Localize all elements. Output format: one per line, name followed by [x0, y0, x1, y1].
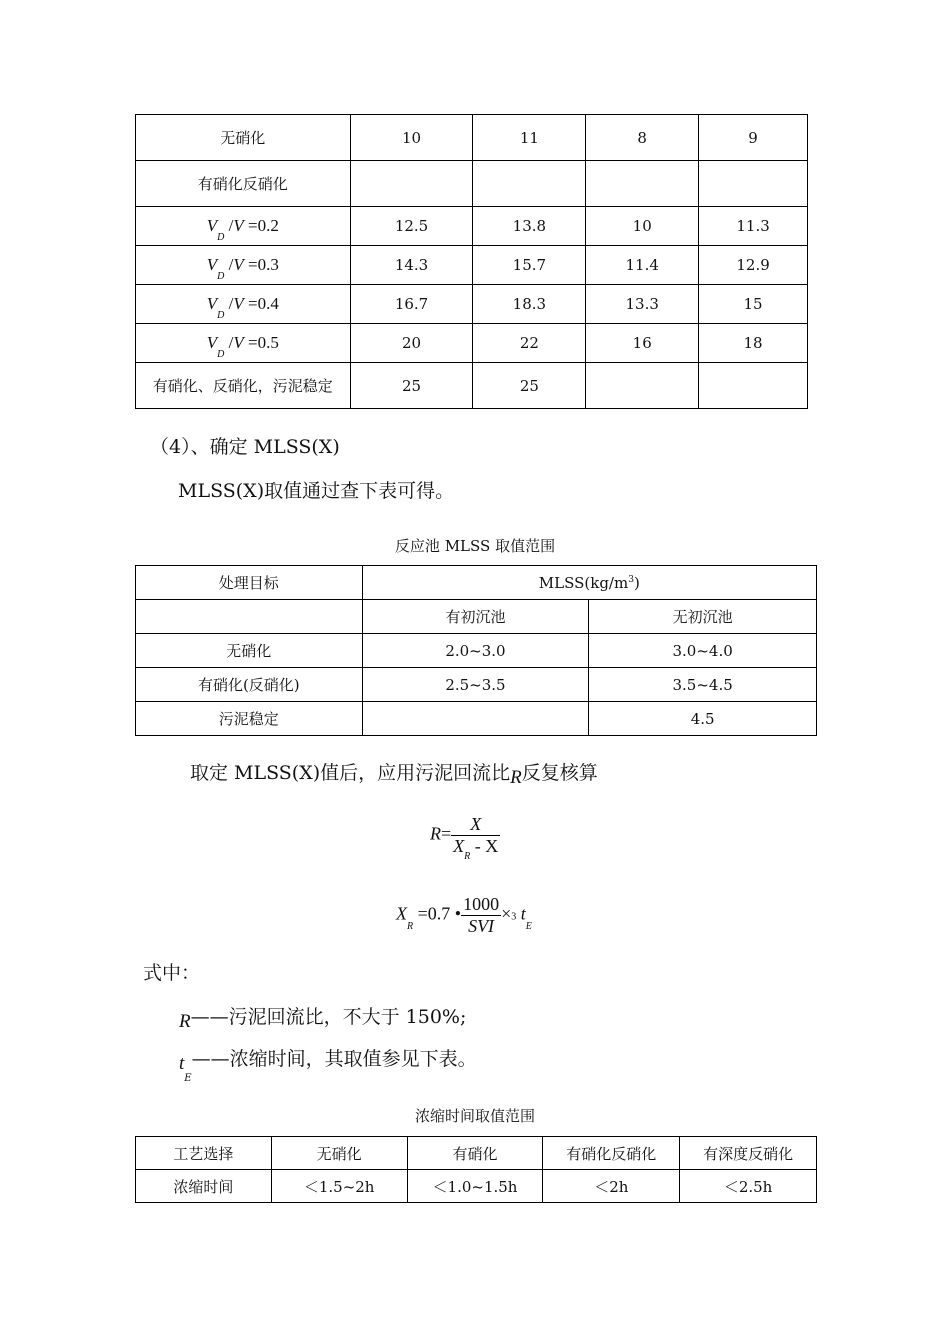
row-label: 污泥稳定 [136, 702, 363, 736]
definition-r: R——污泥回流比，不大于 150%; [179, 1006, 467, 1032]
cell: 16.7 [350, 285, 473, 324]
cell: 12.9 [699, 246, 808, 285]
sludge-age-table [135, 114, 808, 409]
cell: 11.4 [586, 246, 699, 285]
cell [350, 161, 473, 207]
row-label: 有硝化(反硝化) [136, 668, 363, 702]
header-cell: 有初沉池 [362, 600, 589, 634]
ratio-label: $V_D$ /V =0.5 [136, 324, 351, 363]
formula-recycle-ratio: R= $\frac{X}{X_R - X}$ [430, 814, 499, 862]
mlss-range-table [135, 565, 817, 736]
table-row [136, 246, 808, 285]
row-label: 浓缩时间 [136, 1170, 272, 1203]
cell: 18.3 [473, 285, 586, 324]
header-cell: 处理目标 [136, 566, 363, 600]
table-header-row [136, 566, 817, 600]
table3-caption: 浓缩时间取值范围 [414, 1107, 535, 1125]
check-paragraph: 取定 MLSS(X)值后，应用污泥回流比R反复核算 [190, 762, 598, 788]
ratio-label: $V_D$ /V =0.4 [136, 285, 351, 324]
table-row [136, 324, 808, 363]
ratio-label: $V_D$ /V =0.3 [136, 246, 351, 285]
table-row [136, 363, 808, 409]
cell: ＜2h [543, 1170, 680, 1203]
cell: 9 [699, 115, 808, 161]
cell: 15.7 [473, 246, 586, 285]
header-cell: 无硝化 [271, 1137, 407, 1170]
table-row [136, 634, 817, 668]
cell: 11.3 [699, 207, 808, 246]
cell: 12.5 [350, 207, 473, 246]
table-subheader-row [136, 600, 817, 634]
cell [586, 363, 699, 409]
row-label: 无硝化 [136, 634, 363, 668]
formula-return-concentration: $X_R =0.7$ • $\frac{1000}{\text{SVI}}$ ×3 $t_E$ [396, 894, 532, 936]
header-cell: 有深度反硝化 [680, 1137, 817, 1170]
cell [699, 363, 808, 409]
row-label: 有硝化、反硝化，污泥稳定 [136, 363, 351, 409]
cell: 2.5~3.5 [362, 668, 589, 702]
cell: 14.3 [350, 246, 473, 285]
cell: 18 [699, 324, 808, 363]
cell: 13.3 [586, 285, 699, 324]
table-row [136, 1170, 817, 1203]
cell: 15 [699, 285, 808, 324]
definition-te: $t_E——$浓缩时间，其取值参见下表。 [179, 1048, 477, 1084]
header-cell: $MLSS(kg/m^3)$ [362, 566, 816, 600]
header-cell: 有硝化反硝化 [543, 1137, 680, 1170]
row-label: 无硝化 [136, 115, 351, 161]
intro-paragraph: MLSS(X)取值通过查下表可得。 [178, 480, 455, 502]
section-heading: （4）、确定 MLSS(X) [150, 436, 340, 458]
cell: 3.5~4.5 [589, 668, 817, 702]
cell: 11 [473, 115, 586, 161]
table-row [136, 668, 817, 702]
table-row [136, 207, 808, 246]
cell: ＜1.5~2h [271, 1170, 407, 1203]
ratio-label: $V_D$ /V =0.2 [136, 207, 351, 246]
where-label: 式中： [143, 962, 201, 984]
table-header-row [136, 1137, 817, 1170]
cell: 10 [350, 115, 473, 161]
cell: 16 [586, 324, 699, 363]
cell: 25 [473, 363, 586, 409]
header-cell: 有硝化 [407, 1137, 543, 1170]
cell: 2.0~3.0 [362, 634, 589, 668]
header-cell: 工艺选择 [136, 1137, 272, 1170]
cell: 13.8 [473, 207, 586, 246]
cell: 22 [473, 324, 586, 363]
table2-caption: 反应池 MLSS 取值范围 [394, 537, 556, 555]
cell [362, 702, 589, 736]
cell [699, 161, 808, 207]
header-cell: 无初沉池 [589, 600, 817, 634]
header-cell [136, 600, 363, 634]
cell: 10 [586, 207, 699, 246]
cell [586, 161, 699, 207]
cell [473, 161, 586, 207]
cell: 25 [350, 363, 473, 409]
cell: ＜2.5h [680, 1170, 817, 1203]
table-row [136, 115, 808, 161]
cell: ＜1.0~1.5h [407, 1170, 543, 1203]
cell: 20 [350, 324, 473, 363]
table-row [136, 702, 817, 736]
table-row [136, 161, 808, 207]
cell: 3.0~4.0 [589, 634, 817, 668]
row-label: 有硝化反硝化 [136, 161, 351, 207]
cell: 4.5 [589, 702, 817, 736]
thickening-time-table [135, 1136, 817, 1203]
cell: 8 [586, 115, 699, 161]
table-row [136, 285, 808, 324]
